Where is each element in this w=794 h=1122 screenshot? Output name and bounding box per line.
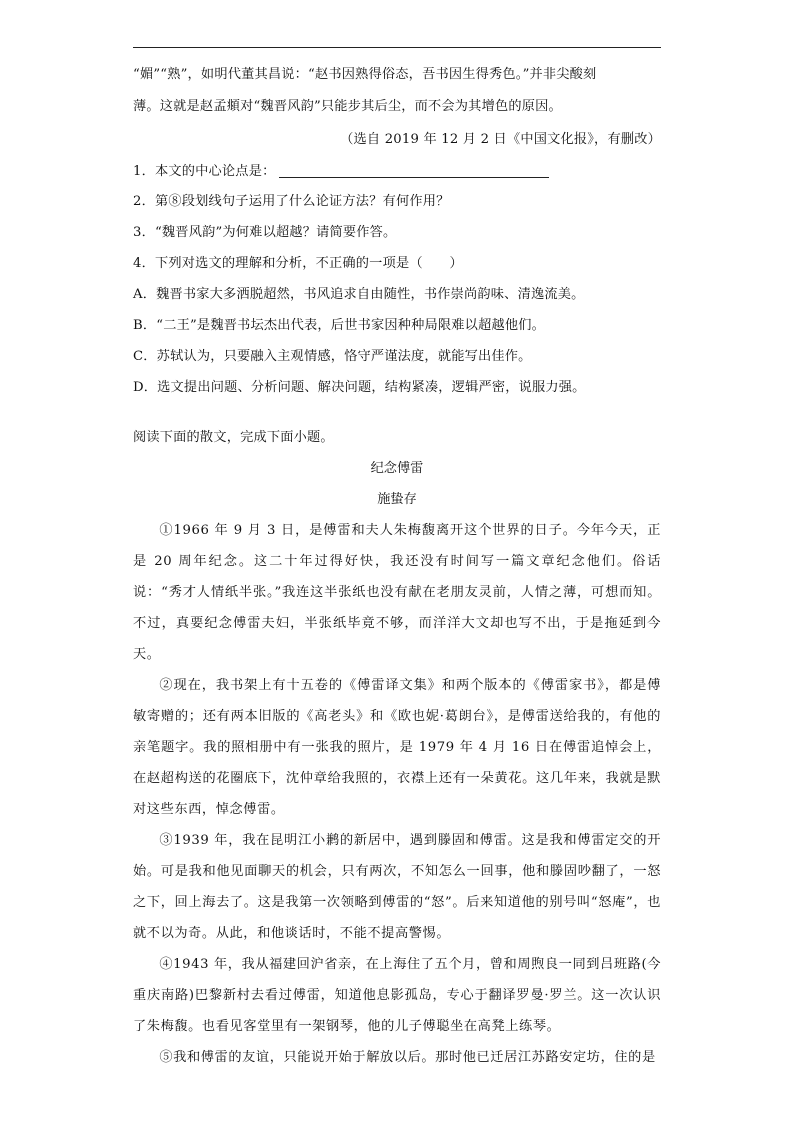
essay-title: 纪念傅雷 (370, 461, 424, 476)
essay-paragraph-4: ④1943 年，我从福建回沪省亲，在上海住了五个月，曾和周煦良一同到吕班路(今重庆南路)巴黎新村去看过傅雷，知道他息影孤岛，专心于翻译罗曼·罗兰。这一次认识了朱梅馥。也看见客堂里有一架钢琴，他的儿子傅聪坐在高凳上练琴。 (133, 957, 661, 1034)
option-a: A．魏晋书家大多洒脱超然，书风追求自由随性，书作崇尚韵味、清逸流美。 (133, 287, 585, 302)
question-1 (133, 163, 549, 181)
option-c: C．苏轼认为，只要融入主观情感，恪守严谨法度，就能写出佳作。 (133, 349, 532, 364)
source-citation: （选自 2019 年 12 月 2 日《中国文化报》，有删改） (340, 132, 661, 147)
header-rule (133, 47, 661, 48)
question-2: 2．第⑧段划线句子运用了什么论证方法？有何作用？ (133, 194, 450, 209)
essay-paragraph-2: ②现在，我书架上有十五卷的《傅雷译文集》和两个版本的《傅雷家书》，都是傅敏寄赠的；还有两本旧版的《高老头》和《欧也妮·葛朗台》，是傅雷送给我的，有他的亲笔题字。我的照相册中有一张我的照片，是 1979 年 4 月 16 日在傅雷追悼会上，在赵超构送的花圈底下，沈仲章给我照的，衣襟上还有一朵黄花。这几年来，我就是默对这些东西，悼念傅雷。 (133, 678, 661, 817)
option-b: B．“二王”是魏晋书坛杰出代表，后世书家因种种局限难以超越他们。 (133, 318, 546, 333)
continuation-line-1: “媚”“熟”，如明代董其昌说：“赵书因熟得俗态，吾书因生得秀色。”并非尖酸刻 (133, 67, 597, 82)
continuation-line-2: 薄。这就是赵孟頫对“魏晋风韵”只能步其后尘，而不会为其增色的原因。 (133, 99, 562, 114)
essay-author: 施蛰存 (377, 492, 417, 507)
essay-paragraph-5: ⑤我和傅雷的友谊，只能说开始于解放以后。那时他已迁居江苏路安定坊，住的是 (159, 1050, 656, 1065)
essay-body (133, 515, 661, 1073)
answer-blank[interactable] (279, 163, 549, 178)
reading-instruction: 阅读下面的散文，完成下面小题。 (133, 430, 334, 445)
essay-paragraph-3: ③1939 年，我在昆明江小鹣的新居中，遇到滕固和傅雷。这是我和傅雷定交的开始。可是我和他见面聊天的机会，只有两次，不知怎么一回事，他和滕固吵翻了，一怒之下，回上海去了。这是我第一次领略到傅雷的“怒”。后来知道他的别号叫“怒庵”，也就不以为奇。从此，和他谈话时，不能不提高警惕。 (133, 833, 661, 941)
question-4: 4．下列对选文的理解和分析，不正确的一项是（ ） (133, 256, 463, 271)
option-d: D．选文提出问题、分析问题、解决问题，结构紧凑，逻辑严密，说服力强。 (133, 380, 586, 395)
question-1-text: 1．本文的中心论点是： (133, 164, 276, 179)
question-3: 3．“魏晋风韵”为何难以超越？请简要作答。 (133, 225, 397, 240)
essay-paragraph-1: ①1966 年 9 月 3 日，是傅雷和夫人朱梅馥离开这个世界的日子。今年今天，正是 20 周年纪念。这二十年过得好快，我还没有时间写一篇文章纪念他们。俗话说：“秀才人情纸半张。”我连这半张纸也没有献在老朋友灵前，人情之薄，可想而知。不过，真要纪念傅雷夫妇，半张纸毕竟不够，而洋洋大文却也写不出，于是拖延到今天。 (133, 523, 661, 662)
